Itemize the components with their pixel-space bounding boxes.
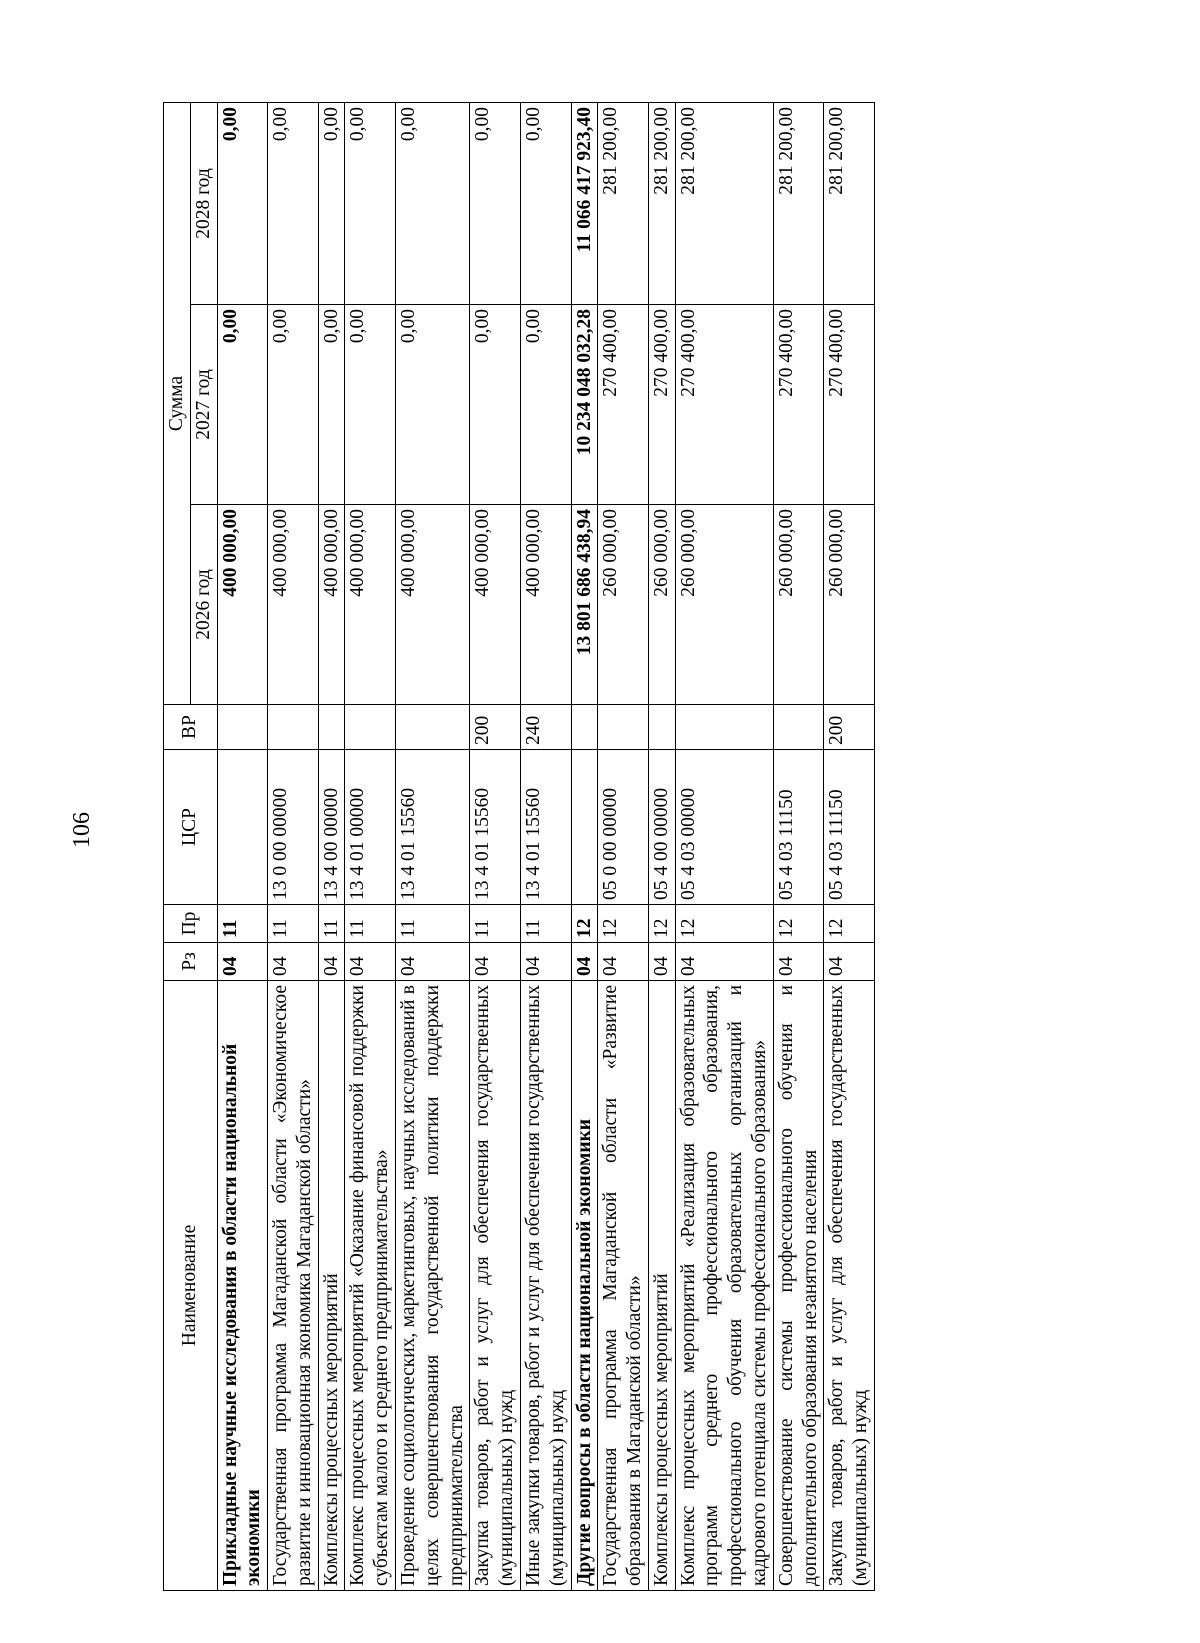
cell-rz: 04 — [217, 943, 268, 981]
cell-sum-2027: 0,00 — [396, 305, 470, 505]
budget-table — [163, 102, 875, 1591]
header-year-2026: 2026 год — [190, 505, 217, 705]
cell-vr — [318, 705, 345, 750]
cell-name: Комплексы процессных мероприятий — [648, 981, 675, 1591]
table-row — [268, 103, 319, 1591]
cell-sum-2028: 0,00 — [520, 103, 571, 305]
cell-vr — [396, 705, 470, 750]
header-name: Наименование — [164, 981, 218, 1591]
cell-pr: 11 — [268, 905, 319, 943]
cell-sum-2028: 11 066 417 923,40 — [571, 103, 598, 305]
cell-pr: 12 — [824, 905, 875, 943]
cell-sum-2028: 281 200,00 — [773, 103, 824, 305]
table-row — [571, 103, 598, 1591]
cell-sum-2028: 281 200,00 — [598, 103, 649, 305]
cell-name: Комплекс процессных мероприятий «Оказание финансовой поддержки субъектам малого и среднего предпринимательства» — [345, 981, 396, 1591]
cell-pr: 11 — [217, 905, 268, 943]
cell-vr — [648, 705, 675, 750]
cell-sum-2028: 281 200,00 — [648, 103, 675, 305]
cell-csr: 05 4 03 11150 — [824, 750, 875, 905]
cell-csr: 13 0 00 00000 — [268, 750, 319, 905]
rotated-table-frame — [163, 103, 1079, 1591]
cell-pr: 12 — [675, 905, 773, 943]
cell-sum-2027: 0,00 — [268, 305, 319, 505]
cell-sum-2027: 0,00 — [470, 305, 521, 505]
table-header — [164, 103, 218, 1591]
cell-vr — [217, 705, 268, 750]
cell-vr — [773, 705, 824, 750]
cell-csr: 13 4 01 00000 — [345, 750, 396, 905]
cell-sum-2026: 400 000,00 — [268, 505, 319, 705]
table-row — [648, 103, 675, 1591]
cell-sum-2026: 400 000,00 — [520, 505, 571, 705]
cell-pr: 12 — [648, 905, 675, 943]
table-row — [520, 103, 571, 1591]
cell-pr: 12 — [598, 905, 649, 943]
cell-pr: 11 — [396, 905, 470, 943]
cell-sum-2026: 400 000,00 — [396, 505, 470, 705]
cell-sum-2027: 270 400,00 — [824, 305, 875, 505]
cell-name: Иные закупки товаров, работ и услуг для обеспечения государственных (муниципальных) нужд — [520, 981, 571, 1591]
cell-rz: 04 — [571, 943, 598, 981]
cell-sum-2028: 0,00 — [396, 103, 470, 305]
cell-sum-2028: 0,00 — [268, 103, 319, 305]
cell-vr: 200 — [824, 705, 875, 750]
cell-sum-2027: 0,00 — [217, 305, 268, 505]
cell-csr: 05 4 03 11150 — [773, 750, 824, 905]
table-body — [217, 103, 874, 1591]
cell-rz: 04 — [824, 943, 875, 981]
cell-sum-2028: 0,00 — [470, 103, 521, 305]
cell-sum-2026: 13 801 686 438,94 — [571, 505, 598, 705]
cell-rz: 04 — [675, 943, 773, 981]
cell-csr: 05 4 03 00000 — [675, 750, 773, 905]
cell-rz: 04 — [345, 943, 396, 981]
cell-sum-2028: 0,00 — [318, 103, 345, 305]
header-pr: Пр — [164, 905, 218, 943]
cell-sum-2027: 270 400,00 — [675, 305, 773, 505]
cell-vr — [675, 705, 773, 750]
table-row — [773, 103, 824, 1591]
page-number: 106 — [68, 812, 95, 848]
cell-vr — [268, 705, 319, 750]
cell-csr: 13 4 01 15560 — [396, 750, 470, 905]
cell-sum-2026: 260 000,00 — [648, 505, 675, 705]
cell-pr: 12 — [571, 905, 598, 943]
cell-pr: 11 — [470, 905, 521, 943]
table-container — [163, 103, 1079, 1591]
cell-sum-2027: 270 400,00 — [648, 305, 675, 505]
cell-vr — [571, 705, 598, 750]
cell-sum-2026: 260 000,00 — [824, 505, 875, 705]
cell-vr: 200 — [470, 705, 521, 750]
table-row — [396, 103, 470, 1591]
cell-name: Другие вопросы в области национальной экономики — [571, 981, 598, 1591]
cell-pr: 12 — [773, 905, 824, 943]
cell-csr: 13 4 01 15560 — [520, 750, 571, 905]
cell-csr: 13 4 01 15560 — [470, 750, 521, 905]
cell-sum-2028: 281 200,00 — [675, 103, 773, 305]
cell-pr: 11 — [318, 905, 345, 943]
cell-csr: 05 0 00 00000 — [598, 750, 649, 905]
cell-csr — [571, 750, 598, 905]
cell-rz: 04 — [773, 943, 824, 981]
cell-name: Комплексы процессных мероприятий — [318, 981, 345, 1591]
cell-csr: 05 4 00 00000 — [648, 750, 675, 905]
cell-sum-2027: 270 400,00 — [598, 305, 649, 505]
header-rz: Рз — [164, 943, 218, 981]
cell-name: Прикладные научные исследования в области национальной экономики — [217, 981, 268, 1591]
cell-sum-2027: 270 400,00 — [773, 305, 824, 505]
cell-sum-2026: 400 000,00 — [318, 505, 345, 705]
cell-vr — [598, 705, 649, 750]
header-year-2027: 2027 год — [190, 305, 217, 505]
cell-sum-2026: 260 000,00 — [773, 505, 824, 705]
cell-rz: 04 — [396, 943, 470, 981]
cell-sum-2027: 10 234 048 032,28 — [571, 305, 598, 505]
table-row — [598, 103, 649, 1591]
table-row — [824, 103, 875, 1591]
cell-name: Государственная программа Магаданской области «Экономическое развитие и инновационная экономика Магаданской области» — [268, 981, 319, 1591]
cell-name: Закупка товаров, работ и услуг для обеспечения государственных (муниципальных) нужд — [470, 981, 521, 1591]
cell-sum-2026: 400 000,00 — [345, 505, 396, 705]
cell-csr — [217, 750, 268, 905]
cell-name: Комплекс процессных мероприятий «Реализация образовательных программ среднего профессионального образования, профессионального обучения образовательных организаций и кадрового потенциала системы профессионального образования» — [675, 981, 773, 1591]
cell-name: Закупка товаров, работ и услуг для обеспечения государственных (муниципальных) нужд — [824, 981, 875, 1591]
cell-pr: 11 — [520, 905, 571, 943]
cell-rz: 04 — [470, 943, 521, 981]
table-row — [345, 103, 396, 1591]
header-vr: ВР — [164, 705, 218, 750]
cell-sum-2026: 400 000,00 — [217, 505, 268, 705]
cell-sum-2027: 0,00 — [520, 305, 571, 505]
table-row — [318, 103, 345, 1591]
cell-sum-2026: 400 000,00 — [470, 505, 521, 705]
cell-rz: 04 — [318, 943, 345, 981]
table-row — [470, 103, 521, 1591]
cell-csr: 13 4 00 00000 — [318, 750, 345, 905]
cell-sum-2028: 281 200,00 — [824, 103, 875, 305]
cell-pr: 11 — [345, 905, 396, 943]
cell-name: Проведение социологических, маркетинговых, научных исследований в целях совершенствования государственной политики поддержки предпринимательства — [396, 981, 470, 1591]
table-row — [675, 103, 773, 1591]
header-sum: Сумма — [164, 103, 191, 705]
header-year-2028: 2028 год — [190, 103, 217, 305]
cell-sum-2027: 0,00 — [345, 305, 396, 505]
cell-rz: 04 — [268, 943, 319, 981]
cell-sum-2026: 260 000,00 — [598, 505, 649, 705]
cell-rz: 04 — [598, 943, 649, 981]
cell-sum-2028: 0,00 — [217, 103, 268, 305]
cell-sum-2028: 0,00 — [345, 103, 396, 305]
cell-sum-2026: 260 000,00 — [675, 505, 773, 705]
cell-sum-2027: 0,00 — [318, 305, 345, 505]
cell-vr: 240 — [520, 705, 571, 750]
cell-rz: 04 — [520, 943, 571, 981]
cell-name: Государственная программа Магаданской области «Развитие образования в Магаданской области» — [598, 981, 649, 1591]
cell-rz: 04 — [648, 943, 675, 981]
cell-name: Совершенствование системы профессионального обучения и дополнительного образования незанятого населения — [773, 981, 824, 1591]
cell-vr — [345, 705, 396, 750]
table-row — [217, 103, 268, 1591]
header-csr: ЦСР — [164, 750, 218, 905]
